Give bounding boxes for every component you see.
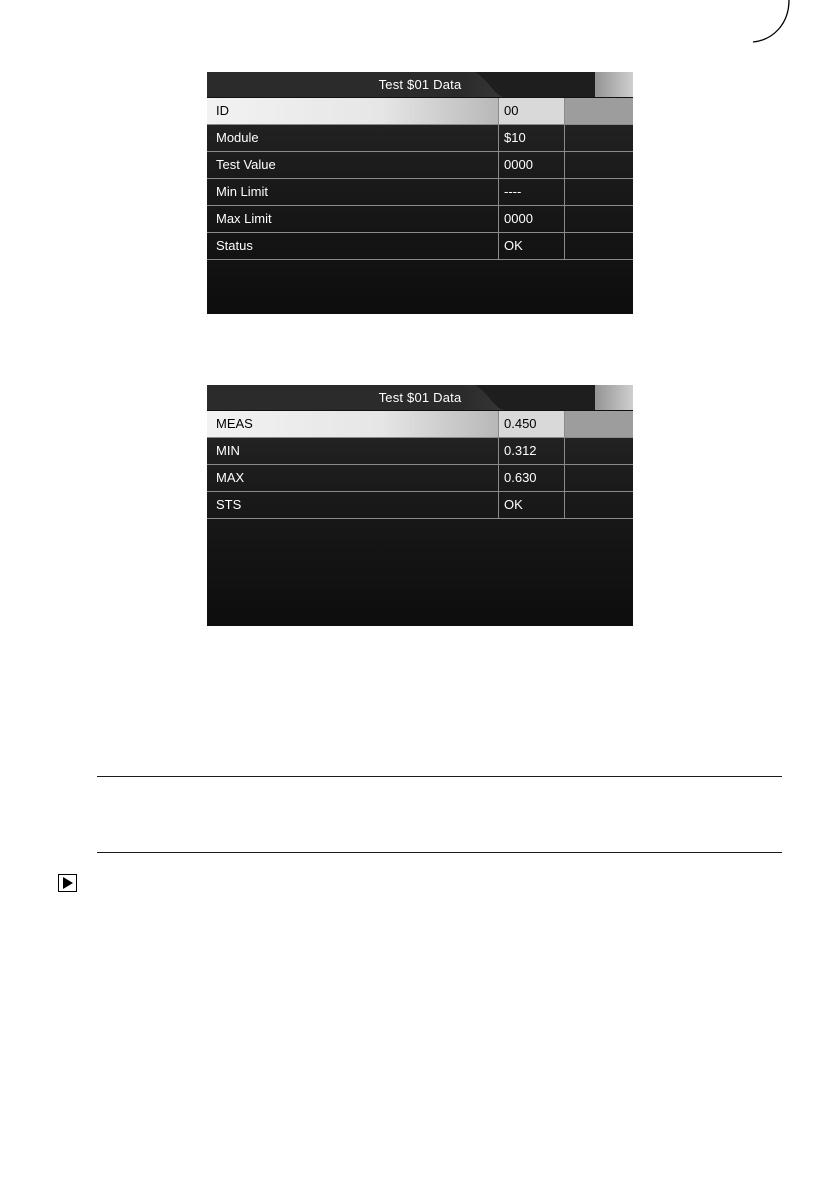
screen-title-bar — [207, 72, 633, 98]
row-extra-cell — [565, 233, 633, 259]
row-label: ID — [207, 98, 499, 124]
table-row[interactable] — [207, 125, 633, 152]
table-row[interactable] — [207, 465, 633, 492]
table-row[interactable] — [207, 411, 633, 438]
row-value: 0.630 — [499, 465, 565, 491]
row-extra-cell — [565, 179, 633, 205]
table-row[interactable] — [207, 98, 633, 125]
table-row[interactable] — [207, 179, 633, 206]
table-row[interactable] — [207, 492, 633, 519]
divider-line — [97, 852, 782, 853]
row-label: Test Value — [207, 152, 499, 178]
row-label: Max Limit — [207, 206, 499, 232]
row-extra-cell — [565, 492, 633, 518]
row-value: $10 — [499, 125, 565, 151]
row-value: 0.450 — [499, 411, 565, 437]
row-extra-cell — [565, 411, 633, 437]
row-label: Status — [207, 233, 499, 259]
row-extra-cell — [565, 125, 633, 151]
play-arrow-glyph — [62, 877, 73, 889]
table-row[interactable] — [207, 152, 633, 179]
row-label: STS — [207, 492, 499, 518]
row-value: 00 — [499, 98, 565, 124]
row-extra-cell — [565, 152, 633, 178]
row-label: Module — [207, 125, 499, 151]
screen-title: Test $01 Data — [378, 390, 462, 405]
play-arrow-icon — [58, 874, 77, 892]
page-curve-decoration — [751, 0, 791, 44]
row-value: 0000 — [499, 152, 565, 178]
row-value: OK — [499, 233, 565, 259]
row-label: Min Limit — [207, 179, 499, 205]
row-label: MAX — [207, 465, 499, 491]
table-row[interactable] — [207, 438, 633, 465]
row-value: OK — [499, 492, 565, 518]
table-row[interactable] — [207, 206, 633, 233]
row-value: ---- — [499, 179, 565, 205]
row-value: 0.312 — [499, 438, 565, 464]
table-row[interactable] — [207, 233, 633, 260]
screen-title: Test $01 Data — [378, 77, 462, 92]
test-data-screen-2 — [207, 385, 633, 626]
divider-line — [97, 776, 782, 777]
row-extra-cell — [565, 206, 633, 232]
row-extra-cell — [565, 465, 633, 491]
row-extra-cell — [565, 438, 633, 464]
row-value: 0000 — [499, 206, 565, 232]
screen-title-bar — [207, 385, 633, 411]
test-data-screen-1 — [207, 72, 633, 314]
row-label: MIN — [207, 438, 499, 464]
row-label: MEAS — [207, 411, 499, 437]
row-extra-cell — [565, 98, 633, 124]
